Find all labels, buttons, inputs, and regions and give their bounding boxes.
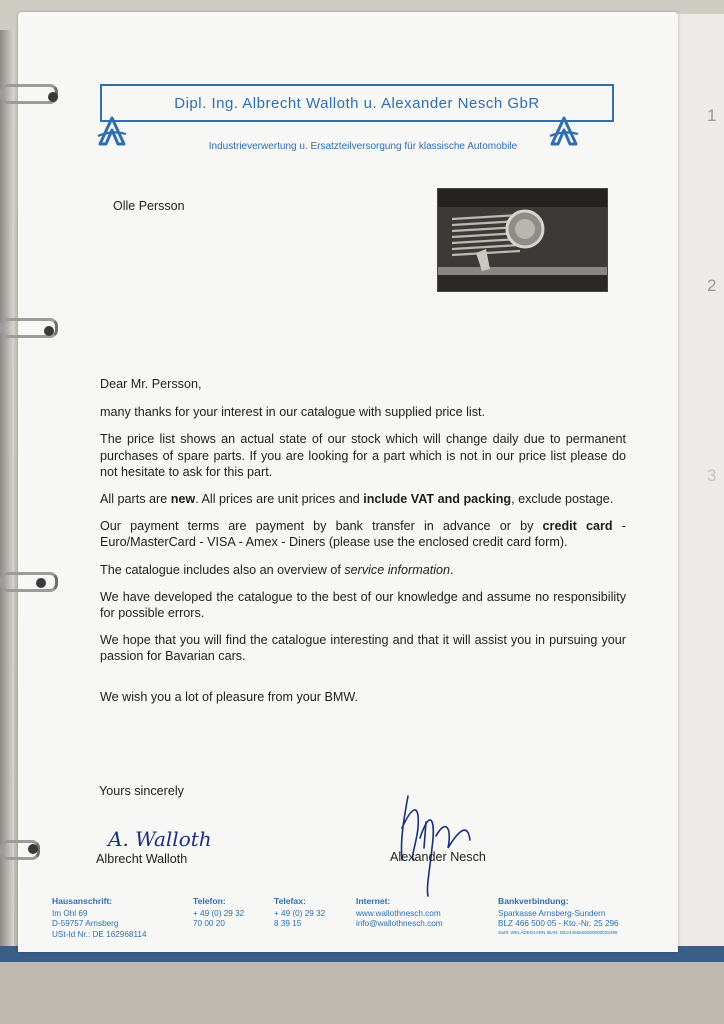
salutation: Dear Mr. Persson, bbox=[100, 377, 202, 391]
paragraph-service-info bbox=[100, 562, 626, 578]
punch-hole bbox=[48, 92, 58, 102]
footer-line: 70 00 20 bbox=[193, 919, 225, 929]
paragraph-wish: We wish you a lot of pleasure from your BMW. bbox=[100, 689, 359, 704]
paragraph-price-list: The price list shows an actual state of our stock which will change daily due to permanent purchases of spare parts. If you are looking for a part which is not in our price list please do not hesitate to ask for this part. bbox=[100, 432, 626, 479]
bold-new: new bbox=[170, 492, 196, 507]
footer-phone-title: Telefon: bbox=[193, 896, 226, 906]
binder-ring-icon bbox=[0, 572, 58, 592]
recipient-name: Olle Persson bbox=[113, 199, 185, 213]
footer-swift-iban: Swift: WELADED1ARN IBAN: DE24466500050000025296 bbox=[498, 929, 618, 935]
company-logo-icon bbox=[96, 116, 128, 146]
footer-fax-title: Telefax: bbox=[274, 896, 306, 906]
punch-hole bbox=[36, 578, 46, 588]
paragraph-parts-prices bbox=[100, 491, 626, 507]
footer-bank bbox=[498, 896, 619, 936]
tab-number-1: 1 bbox=[707, 106, 717, 125]
text-segment: All parts are bbox=[100, 492, 171, 507]
car-grille-photo bbox=[437, 188, 608, 292]
footer-line: + 49 (0) 29 32 bbox=[193, 908, 245, 918]
signature-walloth bbox=[106, 820, 226, 856]
signatory-walloth: Albrecht Walloth bbox=[96, 852, 188, 866]
footer-address bbox=[52, 896, 147, 940]
footer-bank-title: Bankverbindung: bbox=[498, 896, 569, 906]
footer-line: 8 39 15 bbox=[274, 919, 302, 929]
tab-number-2: 2 bbox=[707, 276, 717, 295]
company-name: Dipl. Ing. Albrecht Walloth u. Alexander Nesch GbR bbox=[174, 94, 540, 112]
footer-phone bbox=[193, 896, 244, 930]
binder-spine bbox=[0, 30, 14, 960]
car-grille-image bbox=[438, 189, 607, 291]
footer-email: info@wallothnesch.com bbox=[356, 919, 443, 929]
svg-text:A. Walloth: A. Walloth bbox=[108, 827, 212, 851]
text-segment: , exclude postage. bbox=[511, 492, 614, 507]
italic-service-information: service information bbox=[344, 562, 451, 577]
tab-number-3: 3 bbox=[707, 466, 717, 485]
company-name-banner bbox=[100, 84, 614, 122]
letter-page bbox=[18, 12, 678, 952]
paragraph-hope: We hope that you will find the catalogue interesting and that it will assist you in pursuing your passion for Bavarian cars. bbox=[100, 633, 626, 664]
footer-internet bbox=[356, 896, 443, 930]
footer-line: D-59757 Arnsberg bbox=[52, 919, 119, 929]
text-segment: . bbox=[450, 562, 454, 577]
footer-internet-title: Internet: bbox=[356, 896, 391, 906]
signature-nesch bbox=[390, 788, 500, 900]
footer-line: + 49 (0) 29 32 bbox=[274, 908, 326, 918]
footer-website: www.wallothnesch.com bbox=[356, 908, 441, 918]
signatory-nesch: Alexander Nesch bbox=[390, 850, 486, 864]
footer-line: Im Ohl 69 bbox=[52, 908, 88, 918]
paragraph-disclaimer: We have developed the catalogue to the best of our knowledge and assume no responsibility for possible errors. bbox=[100, 589, 626, 621]
paragraph-payment bbox=[100, 518, 626, 550]
company-tagline: Industrieverwertung u. Ersatzteilversorgung für klassische Automobile bbox=[208, 141, 518, 152]
footer-line: USt-Id Nr.: DE 162968114 bbox=[52, 929, 147, 939]
text-segment: The catalogue includes also an overview of bbox=[100, 562, 345, 577]
text-segment: Our payment terms are payment by bank transfer in advance or by bbox=[100, 519, 543, 534]
text-segment: - Euro/MasterCard - VISA - Amex - Diners (please use the enclosed credit card form). bbox=[100, 519, 626, 550]
footer-line: Sparkasse Arnsberg-Sundern bbox=[498, 908, 606, 918]
paragraph-thanks: many thanks for your interest in our catalogue with supplied price list. bbox=[100, 405, 486, 420]
text-segment: . All prices are unit prices and bbox=[195, 492, 364, 507]
punch-hole bbox=[44, 326, 54, 336]
footer-fax bbox=[274, 896, 325, 930]
letter-body bbox=[100, 376, 626, 716]
punch-hole bbox=[28, 844, 38, 854]
bold-vat-packing: include VAT and packing bbox=[363, 492, 512, 507]
footer-line: BLZ 466 500 05 - Kto.-Nr. 25 296 bbox=[498, 919, 619, 929]
bold-credit-card: credit card bbox=[542, 519, 613, 534]
closing-phrase: Yours sincerely bbox=[99, 784, 184, 798]
footer-address-title: Hausanschrift: bbox=[52, 896, 113, 906]
